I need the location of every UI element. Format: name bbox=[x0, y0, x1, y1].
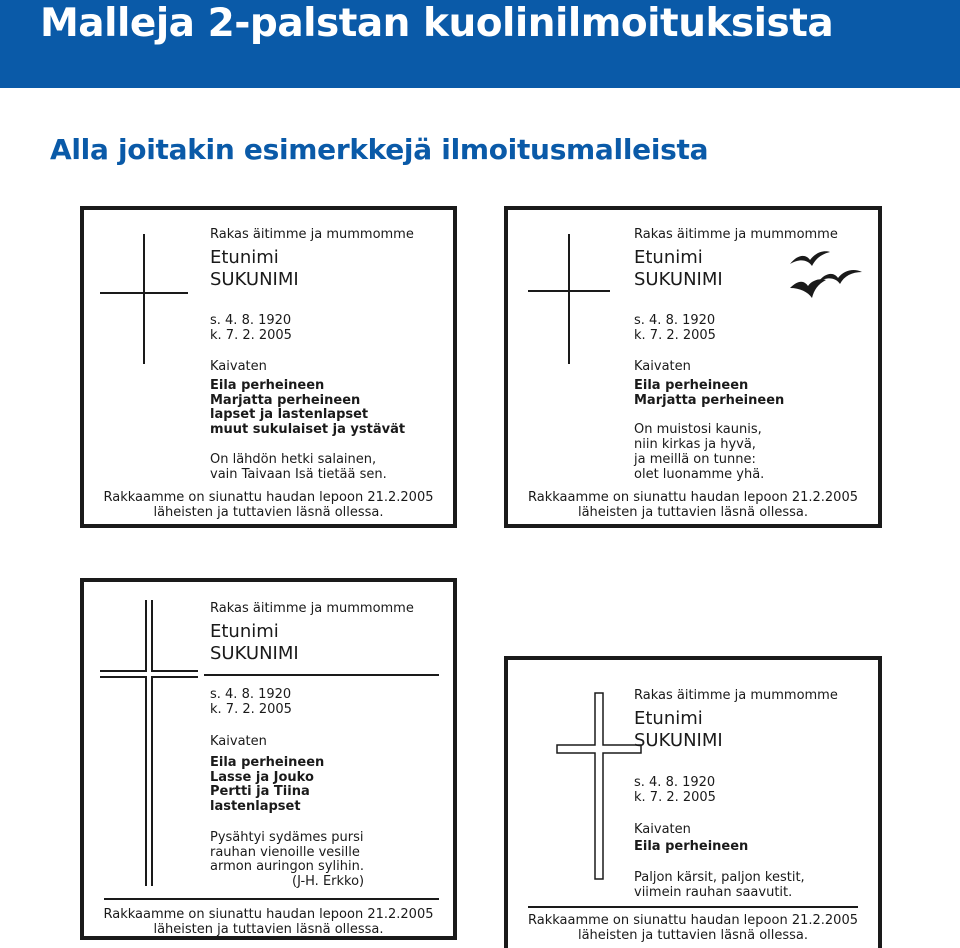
funeral-line: läheisten ja tuttavien läsnä ollessa. bbox=[577, 928, 809, 943]
intro-text: Rakas äitimme ja mummomme bbox=[210, 227, 414, 242]
mourned-by-label: Kaivaten bbox=[210, 359, 267, 374]
funeral-line: Rakkaamme on siunattu haudan lepoon 21.2.2005 bbox=[528, 913, 858, 928]
obituary-card-3 bbox=[80, 578, 457, 940]
mourner-line: muut sukulaiset ja ystävät bbox=[210, 422, 406, 437]
last-name: SUKUNIMI bbox=[634, 269, 723, 290]
page-title: Malleja 2-palstan kuolinilmoituksista bbox=[40, 1, 834, 46]
mourner-line: lapset ja lastenlapset bbox=[210, 407, 369, 422]
page-subtitle: Alla joitakin esimerkkejä ilmoitusmalleista bbox=[50, 133, 709, 166]
last-name: SUKUNIMI bbox=[210, 269, 299, 290]
divider bbox=[528, 906, 858, 908]
first-name: Etunimi bbox=[634, 247, 703, 268]
verse-line: ja meillä on tunne: bbox=[634, 452, 756, 467]
verse-line: viimein rauhan saavutit. bbox=[634, 885, 793, 900]
double-line-cross-icon bbox=[100, 600, 198, 886]
last-name: SUKUNIMI bbox=[210, 643, 299, 664]
first-name: Etunimi bbox=[634, 708, 703, 729]
divider bbox=[104, 898, 439, 900]
obituary-card-2 bbox=[504, 206, 882, 528]
intro-text: Rakas äitimme ja mummomme bbox=[210, 601, 414, 616]
verse-line: vain Taivaan Isä tietää sen. bbox=[210, 467, 387, 482]
mourner-line: Eila perheineen bbox=[634, 839, 749, 854]
verse-line: rauhan vienoille vesille bbox=[210, 845, 360, 860]
first-name: Etunimi bbox=[210, 247, 279, 268]
funeral-line: läheisten ja tuttavien läsnä ollessa. bbox=[577, 505, 809, 520]
mourner-line: Marjatta perheineen bbox=[634, 393, 785, 408]
mourned-by-label: Kaivaten bbox=[634, 822, 691, 837]
verse-line: Pysähtyi sydämes pursi bbox=[210, 830, 364, 845]
mourner-line: Pertti ja Tiina bbox=[210, 784, 310, 799]
divider bbox=[204, 674, 439, 676]
mourner-line: lastenlapset bbox=[210, 799, 301, 814]
funeral-line: läheisten ja tuttavien läsnä ollessa. bbox=[153, 505, 384, 520]
death-date: k. 7. 2. 2005 bbox=[210, 702, 292, 717]
flying-birds-icon bbox=[788, 248, 864, 300]
funeral-line: läheisten ja tuttavien läsnä ollessa. bbox=[153, 922, 384, 937]
obituary-card-4 bbox=[504, 656, 882, 948]
funeral-line: Rakkaamme on siunattu haudan lepoon 21.2.2005 bbox=[103, 490, 434, 505]
thin-cross-icon bbox=[528, 234, 610, 364]
thin-cross-icon bbox=[100, 234, 190, 364]
last-name: SUKUNIMI bbox=[634, 730, 723, 751]
verse-line: On lähdön hetki salainen, bbox=[210, 452, 377, 467]
birth-date: s. 4. 8. 1920 bbox=[634, 775, 716, 790]
birth-date: s. 4. 8. 1920 bbox=[634, 313, 716, 328]
death-date: k. 7. 2. 2005 bbox=[210, 328, 292, 343]
verse-line: On muistosi kaunis, bbox=[634, 422, 762, 437]
outline-cross-icon bbox=[556, 692, 642, 880]
first-name: Etunimi bbox=[210, 621, 279, 642]
mourner-line: Marjatta perheineen bbox=[210, 393, 361, 408]
intro-text: Rakas äitimme ja mummomme bbox=[634, 227, 838, 242]
mourner-line: Eila perheineen bbox=[210, 378, 325, 393]
verse-author: (J-H. Erkko) bbox=[292, 874, 365, 889]
mourner-line: Eila perheineen bbox=[634, 378, 749, 393]
obituary-card-1 bbox=[80, 206, 457, 528]
mourned-by-label: Kaivaten bbox=[634, 359, 691, 374]
death-date: k. 7. 2. 2005 bbox=[634, 328, 716, 343]
header-banner bbox=[0, 0, 960, 88]
mourner-line: Lasse ja Jouko bbox=[210, 770, 314, 785]
birth-date: s. 4. 8. 1920 bbox=[210, 313, 292, 328]
mourned-by-label: Kaivaten bbox=[210, 734, 267, 749]
birth-date: s. 4. 8. 1920 bbox=[210, 687, 292, 702]
verse-line: armon auringon sylihin. bbox=[210, 859, 364, 874]
funeral-line: Rakkaamme on siunattu haudan lepoon 21.2.2005 bbox=[528, 490, 858, 505]
verse-line: Paljon kärsit, paljon kestit, bbox=[634, 870, 805, 885]
death-date: k. 7. 2. 2005 bbox=[634, 790, 716, 805]
verse-line: niin kirkas ja hyvä, bbox=[634, 437, 756, 452]
mourner-line: Eila perheineen bbox=[210, 755, 325, 770]
funeral-line: Rakkaamme on siunattu haudan lepoon 21.2.2005 bbox=[103, 907, 434, 922]
intro-text: Rakas äitimme ja mummomme bbox=[634, 688, 838, 703]
verse-line: olet luonamme yhä. bbox=[634, 467, 765, 482]
